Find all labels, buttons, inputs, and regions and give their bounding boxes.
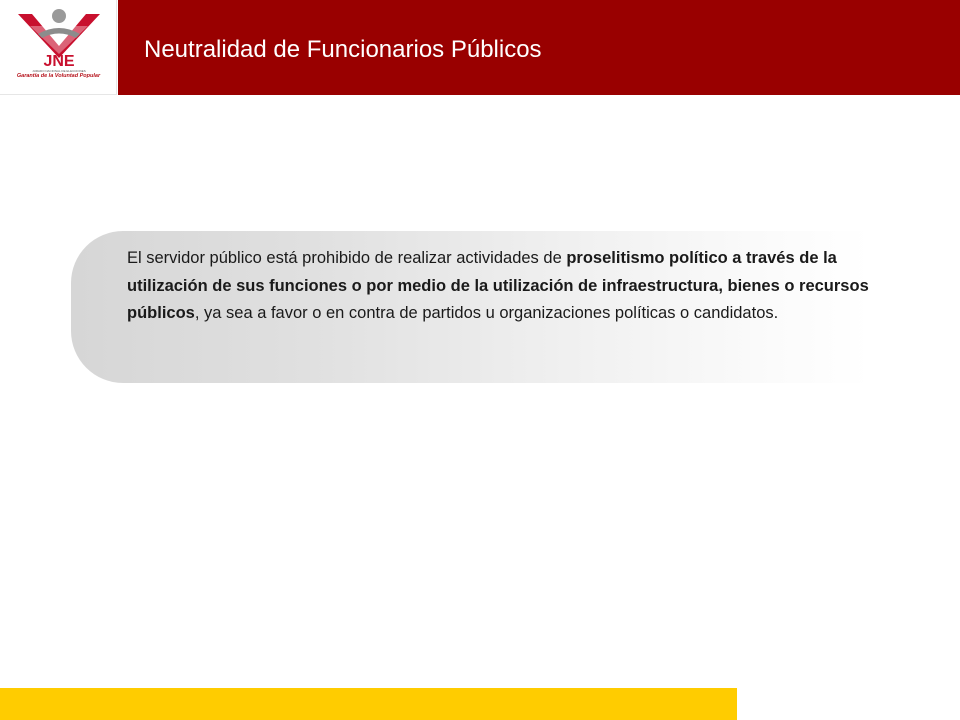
content-paragraph — [127, 245, 869, 328]
jne-logo — [0, 0, 117, 95]
footer-bar — [0, 688, 737, 720]
logo-acronym: JNE — [43, 53, 75, 70]
content-bold-text: proselitismo político a través de la utilización de sus funciones o por medio de la utilización de infraestructura, bienes o recursos públicos — [127, 249, 869, 322]
content-text: , ya sea a favor o en contra de partidos u organizaciones políticas o candidatos. — [194, 304, 779, 322]
jne-emblem-icon — [14, 4, 104, 74]
content-text: El servidor público está prohibido de realizar actividades de — [127, 249, 567, 267]
logo-tagline: Garantía de la Voluntad Popular — [16, 73, 101, 79]
logo-name: JURADO NACIONAL DE ELECCIONES — [32, 69, 86, 73]
page-title: Neutralidad de Funcionarios Públicos — [144, 36, 542, 63]
